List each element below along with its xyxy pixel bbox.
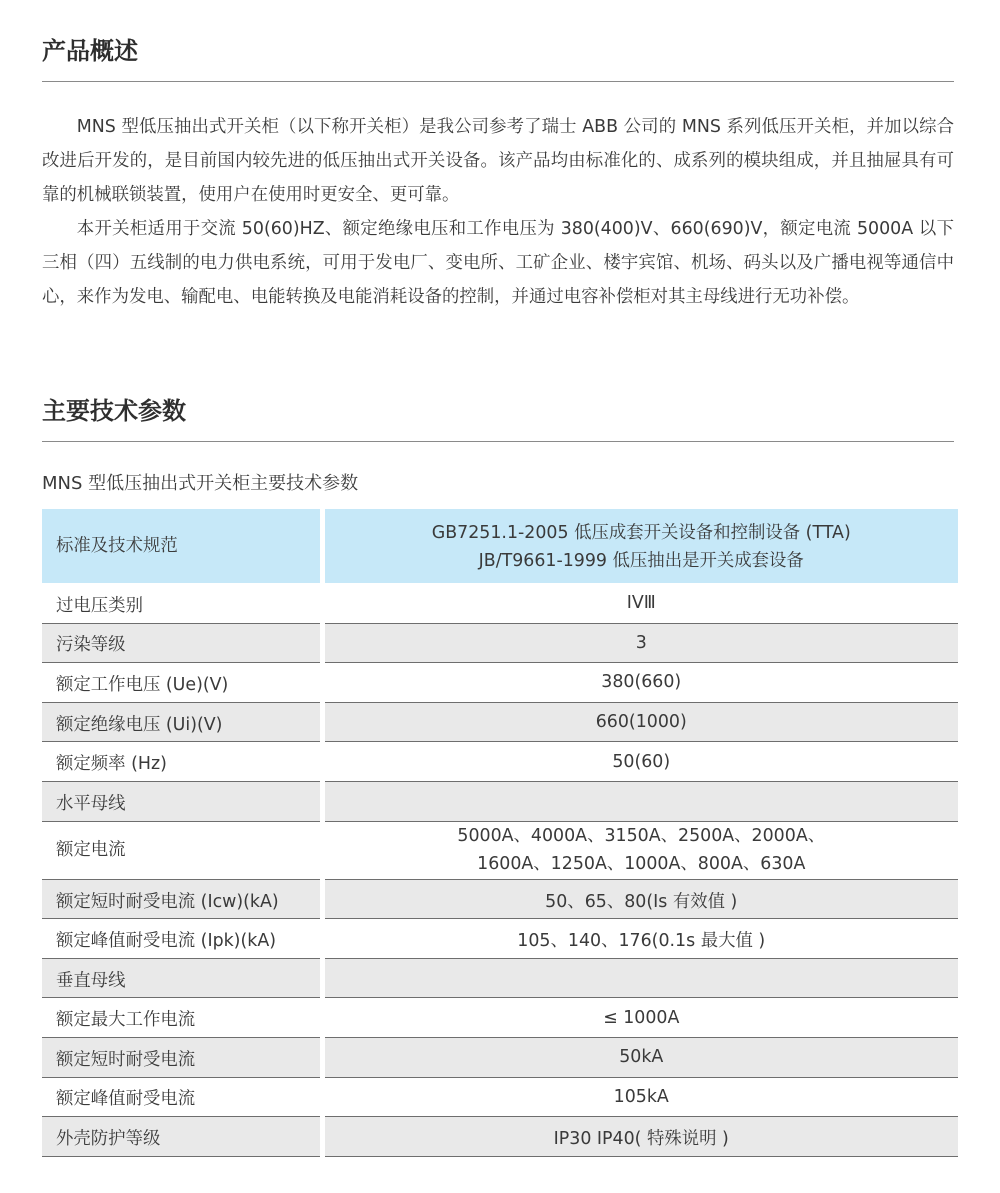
row-label: 额定工作电压 (Ue)(V) — [42, 663, 322, 703]
table-row — [42, 880, 958, 919]
row-label: 过电压类别 — [42, 584, 322, 624]
table-row — [42, 781, 958, 821]
row-label: 额定峰值耐受电流 (Ipk)(kA) — [42, 919, 322, 959]
row-value: 660(1000) — [322, 702, 958, 742]
row-value: 3 — [322, 623, 958, 663]
row-value: ≤ 1000A — [322, 998, 958, 1038]
table-row — [42, 1037, 958, 1077]
row-label: 额定绝缘电压 (Ui)(V) — [42, 702, 322, 742]
row-value: 50kA — [322, 1037, 958, 1077]
row-value: 105、140、176(0.1s 最大值 ) — [322, 919, 958, 959]
overview-divider — [42, 81, 954, 82]
row-value: 50(60) — [322, 742, 958, 782]
table-row — [42, 958, 958, 998]
table-row — [42, 998, 958, 1038]
table-header-row — [42, 509, 958, 584]
row-label: 额定短时耐受电流 (Icw)(kA) — [42, 880, 322, 919]
overview-paragraph-2: 本开关柜适用于交流 50(60)HZ、额定绝缘电压和工作电压为 380(400)V、660(690)V，额定电流 5000A 以下三相（四）五线制的电力供电系统，可用于发电厂、变电所、工矿企业、楼宇宾馆、机场、码头以及广播电视等通信中心，来作为发电、输配电、电能转换及电能消耗设备的控制，并通过电容补偿柜对其主母线进行无功补偿。 — [42, 219, 954, 307]
header-value-line-1: GB7251.1-2005 低压成套开关设备和控制设备 (TTA) — [431, 523, 851, 543]
row-label: 额定短时耐受电流 — [42, 1037, 322, 1077]
table-row — [42, 663, 958, 703]
row-value — [322, 821, 958, 880]
table-row — [42, 742, 958, 782]
params-divider — [42, 441, 954, 442]
row-label: 垂直母线 — [42, 958, 322, 998]
row-label: 额定电流 — [42, 821, 322, 880]
overview-title: 产品概述 — [42, 37, 138, 65]
overview-text — [42, 110, 954, 314]
table-row — [42, 919, 958, 959]
table-row — [42, 584, 958, 624]
spec-table — [42, 509, 958, 1157]
header-value — [322, 509, 958, 584]
params-title: 主要技术参数 — [42, 397, 186, 425]
row-label: 外壳防护等级 — [42, 1117, 322, 1157]
table-row — [42, 702, 958, 742]
row-value-line-1: 5000A、4000A、3150A、2500A、2000A、 — [457, 826, 826, 847]
table-row — [42, 1077, 958, 1117]
table-row — [42, 821, 958, 880]
row-value-line-2: 1600A、1250A、1000A、800A、630A — [477, 854, 806, 875]
row-value: 380(660) — [322, 663, 958, 703]
row-value — [322, 958, 958, 998]
header-label: 标准及技术规范 — [42, 509, 322, 584]
row-value: 50、65、80(Is 有效值 ) — [322, 880, 958, 919]
header-value-line-2: JB/T9661-1999 低压抽出是开关成套设备 — [478, 551, 804, 571]
row-value — [322, 781, 958, 821]
table-caption: MNS 型低压抽出式开关柜主要技术参数 — [42, 473, 359, 494]
row-label: 污染等级 — [42, 623, 322, 663]
row-value: IP30 IP40( 特殊说明 ) — [322, 1117, 958, 1157]
table-row — [42, 1117, 958, 1157]
row-label: 额定最大工作电流 — [42, 998, 322, 1038]
row-value: 105kA — [322, 1077, 958, 1117]
row-value: IVⅢ — [322, 584, 958, 624]
table-row — [42, 623, 958, 663]
overview-paragraph-1: MNS 型低压抽出式开关柜（以下称开关柜）是我公司参考了瑞士 ABB 公司的 MNS 系列低压开关柜，并加以综合改进后开发的，是目前国内较先进的低压抽出式开关设备。该产品均由标准化的、成系列的模块组成，并且抽屉具有可靠的机械联锁装置，使用户在使用时更安全、更可靠。 — [42, 117, 954, 205]
row-label: 额定峰值耐受电流 — [42, 1077, 322, 1117]
row-label: 额定频率 (Hz) — [42, 742, 322, 782]
row-label: 水平母线 — [42, 781, 322, 821]
